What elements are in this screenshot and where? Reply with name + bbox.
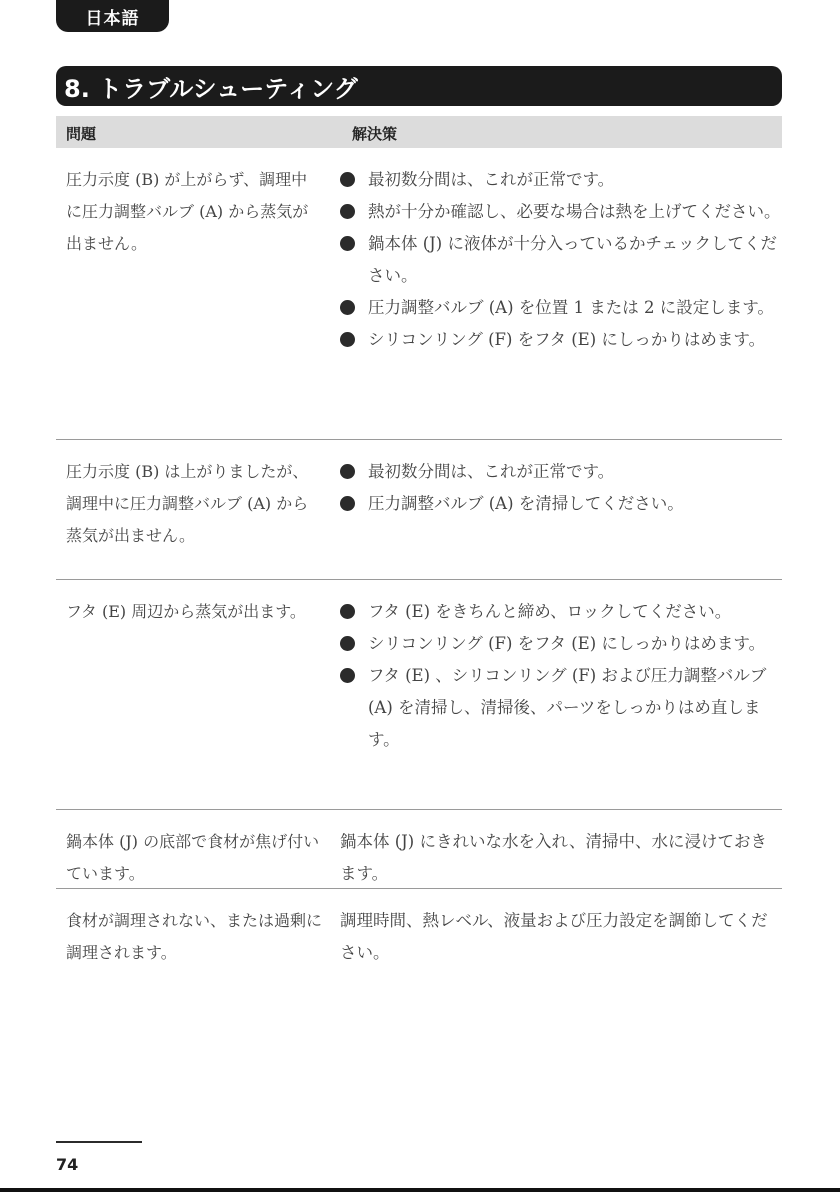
table-row xyxy=(56,810,782,889)
problem-cell: 圧力示度 (B) が上がらず、調理中に圧力調整バルブ (A) から蒸気が出ません。 xyxy=(66,170,309,253)
table-row xyxy=(56,889,782,979)
solution-cell: 調理時間、熱レベル、液量および圧力設定を調節してください。 xyxy=(340,911,768,962)
solution-item: 最初数分間は、これが正常です。 xyxy=(340,164,782,196)
bullet-icon xyxy=(340,496,355,511)
problem-cell: フタ (E) 周辺から蒸気が出ます。 xyxy=(66,602,306,621)
table-row xyxy=(56,580,782,810)
problem-column-header: 問題 xyxy=(66,125,97,143)
solution-column-header: 解決策 xyxy=(352,125,398,143)
bullet-icon xyxy=(340,636,355,651)
solution-item: フタ (E) 、シリコンリング (F) および圧力調整バルブ (A) を清掃し、清掃後、パーツをしっかりはめ直します。 xyxy=(340,660,782,756)
solution-cell xyxy=(332,580,782,809)
bullet-icon xyxy=(340,172,355,187)
problem-cell: 圧力示度 (B) は上がりましたが、調理中に圧力調整バルブ (A) から蒸気が出ません。 xyxy=(66,462,309,545)
language-tab: 日本語 xyxy=(56,0,169,32)
table-row xyxy=(56,148,782,440)
solution-cell xyxy=(332,148,782,439)
table-header xyxy=(56,116,782,148)
bullet-icon xyxy=(340,300,355,315)
solution-item: シリコンリング (F) をフタ (E) にしっかりはめます。 xyxy=(340,628,782,660)
troubleshooting-table xyxy=(56,148,782,979)
solution-cell: 鍋本体 (J) にきれいな水を入れ、清掃中、水に浸けておきます。 xyxy=(340,832,767,883)
bullet-icon xyxy=(340,668,355,683)
footer-rule xyxy=(56,1141,142,1143)
solution-item: 圧力調整バルブ (A) を清掃してください。 xyxy=(340,488,782,520)
solution-item: 鍋本体 (J) に液体が十分入っているかチェックしてください。 xyxy=(340,228,782,292)
bullet-icon xyxy=(340,464,355,479)
page-bottom-edge xyxy=(0,1188,840,1192)
bullet-icon xyxy=(340,236,355,251)
solution-cell xyxy=(332,440,782,579)
section-title: 8. トラブルシューティング xyxy=(56,66,782,106)
solution-item: 圧力調整バルブ (A) を位置 1 または 2 に設定します。 xyxy=(340,292,782,324)
table-row xyxy=(56,440,782,580)
bullet-icon xyxy=(340,204,355,219)
solution-item: フタ (E) をきちんと締め、ロックしてください。 xyxy=(340,596,782,628)
problem-cell: 鍋本体 (J) の底部で食材が焦げ付いています。 xyxy=(66,832,320,883)
page-number: 74 xyxy=(56,1155,79,1174)
solution-item: 最初数分間は、これが正常です。 xyxy=(340,456,782,488)
problem-cell: 食材が調理されない、または過剰に調理されます。 xyxy=(66,911,323,962)
bullet-icon xyxy=(340,604,355,619)
bullet-icon xyxy=(340,332,355,347)
solution-item: シリコンリング (F) をフタ (E) にしっかりはめます。 xyxy=(340,324,782,356)
solution-item: 熱が十分か確認し、必要な場合は熱を上げてください。 xyxy=(340,196,782,228)
